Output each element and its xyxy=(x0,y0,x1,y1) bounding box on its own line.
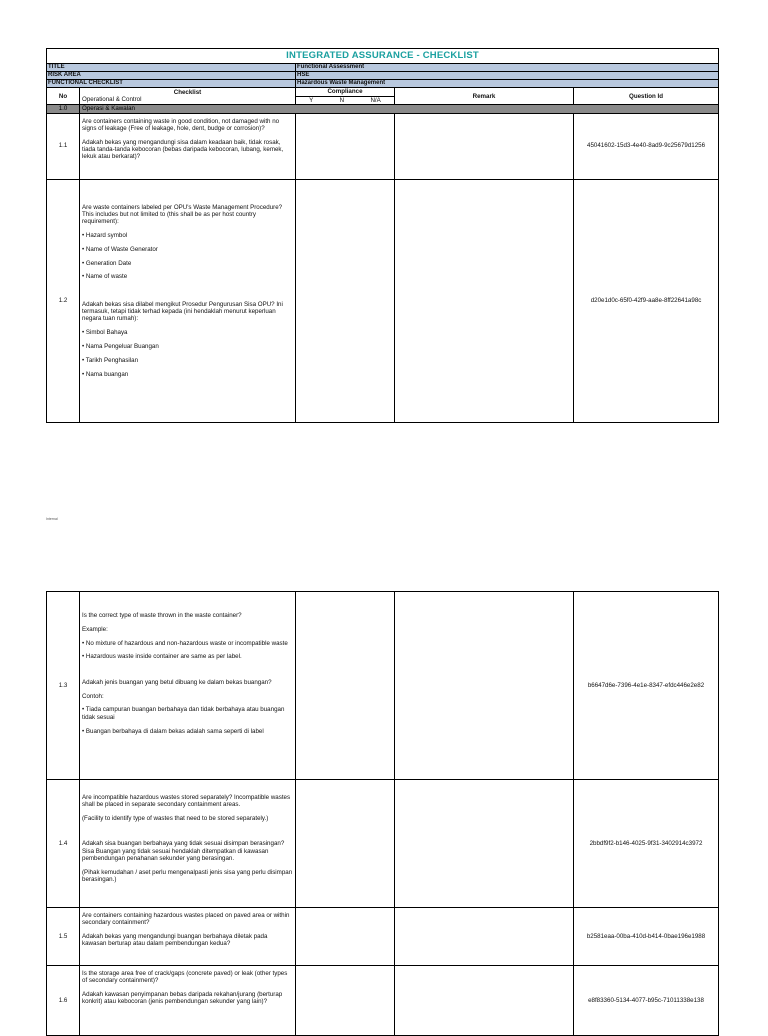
header-compliance-na: N/A xyxy=(370,96,381,104)
meta-label: RISK AREA xyxy=(47,72,296,80)
meta-row-title xyxy=(47,64,719,72)
checklist-question xyxy=(80,113,296,179)
row-number: 1.5 xyxy=(47,908,80,966)
meta-label: FUNCTIONAL CHECKLIST xyxy=(47,80,296,88)
question-id: 45041602-15d3-4e40-8ad9-9c25679d1256 xyxy=(574,113,719,179)
checklist-table-top xyxy=(46,48,719,423)
question-text: (Pihak kemudahan / aset perlu mengenalpasti jenis sisa yang perlu disimpan berasingan.) xyxy=(82,868,293,884)
document-title: INTEGRATED ASSURANCE - CHECKLIST xyxy=(47,49,719,64)
question-text: • Generation Date xyxy=(82,259,132,267)
remark-cell[interactable] xyxy=(395,780,574,908)
meta-row-functional-checklist xyxy=(47,80,719,88)
question-id: b2581eaa-00ba-410d-b414-0bae196e1988 xyxy=(574,908,719,966)
meta-value: Functional Assessment xyxy=(296,64,719,72)
meta-label: TITLE xyxy=(47,64,296,72)
checklist-question xyxy=(80,780,296,908)
question-text: Adakah sisa buangan berbahaya yang tidak sesuai disimpan berasingan? Sisa Buangan yang tidak sesuai hendaklah ditempatkan di kawasan pembendungan penahanan sekunder yang berasingan. xyxy=(82,840,285,863)
meta-value: Hazardous Waste Management xyxy=(296,80,719,88)
section-no: 1.0 xyxy=(47,105,80,113)
question-text: • Name of waste xyxy=(82,273,128,281)
header-compliance-y: Y xyxy=(309,96,314,104)
question-text: Adakah jenis buangan yang betul dibuang ke dalam bekas buangan? xyxy=(82,678,272,686)
header-checklist xyxy=(80,88,296,105)
row-number: 1.3 xyxy=(47,592,80,780)
meta-value: HSE xyxy=(296,72,719,80)
table-row xyxy=(47,592,719,780)
header-question-id: Question Id xyxy=(574,88,719,105)
table-row xyxy=(47,908,719,966)
compliance-cell[interactable] xyxy=(296,113,395,179)
question-text: (Facility to identify type of wastes that need to be stored separately.) xyxy=(82,815,269,823)
question-text: • Tiada campuran buangan berbahaya dan tidak berbahaya atau buangan tidak sesuai xyxy=(82,706,285,721)
question-text: • Nama buangan xyxy=(82,370,129,378)
question-text: Are waste containers labeled per OPU's Waste Management Procedure? This includes but not limited to (this shall be as per host country requirement): xyxy=(82,203,283,226)
section-label: Operasi & Kawalan xyxy=(80,105,719,113)
row-number: 1.6 xyxy=(47,966,80,1036)
header-remark: Remark xyxy=(395,88,574,105)
checklist-table-bottom xyxy=(46,591,719,1036)
question-id: d20e1d0c-65f0-42f9-aa8e-8ff22641a98c xyxy=(574,179,719,422)
remark-cell[interactable] xyxy=(395,966,574,1036)
header-checklist-label: Checklist xyxy=(173,88,202,96)
footer-classification: Internal xyxy=(46,517,58,521)
remark-cell[interactable] xyxy=(395,592,574,780)
column-header-row xyxy=(47,88,719,105)
checklist-question xyxy=(80,179,296,422)
checklist-question xyxy=(80,592,296,780)
table-row xyxy=(47,780,719,908)
question-text: • Tarikh Penghasilan xyxy=(82,356,139,364)
question-text: • Buangan berbahaya di dalam bekas adalah sama seperti di label xyxy=(82,727,264,735)
question-id: 2bbdf9f2-b146-4025-9f31-3402914c3972 xyxy=(574,780,719,908)
question-text: • Simbol Bahaya xyxy=(82,329,128,337)
header-compliance-label: Compliance xyxy=(296,88,395,96)
question-text: • Hazard symbol xyxy=(82,231,128,239)
table-row xyxy=(47,179,719,422)
question-text: Are containers containing waste in good condition, not damaged with no signs of leakage (Free of leakage, hole, dent, budge or corrosion)? xyxy=(82,117,280,132)
row-number: 1.4 xyxy=(47,780,80,908)
checklist-question xyxy=(80,966,296,1036)
question-text: Is the storage area free of crack/gaps (concrete paved) or leak (other types of secondary containment)? xyxy=(82,970,288,985)
header-checklist-sub: Operational & Control xyxy=(82,96,142,104)
question-text: Example: xyxy=(82,625,108,633)
meta-row-risk-area xyxy=(47,72,719,80)
compliance-cell[interactable] xyxy=(296,908,395,966)
compliance-cell[interactable] xyxy=(296,780,395,908)
header-compliance xyxy=(296,88,395,105)
question-id: e8f83360-5134-4077-b95c-71011338e138 xyxy=(574,966,719,1036)
question-text: • Name of Waste Generator xyxy=(82,245,158,253)
table-row xyxy=(47,113,719,179)
question-text: Adakah bekas yang mengandungi sisa dalam keadaan baik, tidak rosak, tiada tanda-tanda kebocoran (bebas daripada kebocoran, lubang, kemek, lekuk atau berkarat)? xyxy=(82,138,284,161)
question-text: Adakah bekas sisa dilabel mengikut Prosedur Pengurusan Sisa OPU? Ini termasuk, tetapi tidak terhad kepada (ini hendaklah menurut keperluan negara tuan rumah): xyxy=(82,300,283,323)
question-text: • Hazardous waste inside container are same as per label. xyxy=(82,653,242,661)
question-text: Contoh: xyxy=(82,692,104,700)
question-text: Are incompatible hazardous wastes stored separately? Incompatible wastes shall be placed in separate secondary containment areas. xyxy=(82,794,291,809)
question-text: • No mixture of hazardous and non-hazardous waste or incompatible waste xyxy=(82,639,288,647)
question-id: b6647d6e-7396-4e1e-8347-efdc446e2e82 xyxy=(574,592,719,780)
question-text: Adakah bekas yang mengandungi buangan berbahaya diletak pada kawasan berturap atau dalam pembendungan kedua? xyxy=(82,933,268,948)
checklist-question xyxy=(80,908,296,966)
table-row xyxy=(47,966,719,1036)
question-text: Are containers containing hazardous wastes placed on paved area or within secondary containment? xyxy=(82,912,290,927)
compliance-cell[interactable] xyxy=(296,592,395,780)
row-number: 1.1 xyxy=(47,113,80,179)
question-text: Is the correct type of waste thrown in the waste container? xyxy=(82,612,242,619)
compliance-cell[interactable] xyxy=(296,966,395,1036)
section-row xyxy=(47,105,719,113)
remark-cell[interactable] xyxy=(395,113,574,179)
header-compliance-n: N xyxy=(339,96,345,104)
header-no: No xyxy=(47,88,80,105)
question-text: Adakah kawasan penyimpanan bebas daripada rekahan/jurang (berturap konkrit) atau kebocoran (jenis pembendungan sekunder yang lain)? xyxy=(82,991,283,1006)
compliance-cell[interactable] xyxy=(296,179,395,422)
remark-cell[interactable] xyxy=(395,179,574,422)
remark-cell[interactable] xyxy=(395,908,574,966)
row-number: 1.2 xyxy=(47,179,80,422)
question-text: • Nama Pengeluar Buangan xyxy=(82,342,159,350)
